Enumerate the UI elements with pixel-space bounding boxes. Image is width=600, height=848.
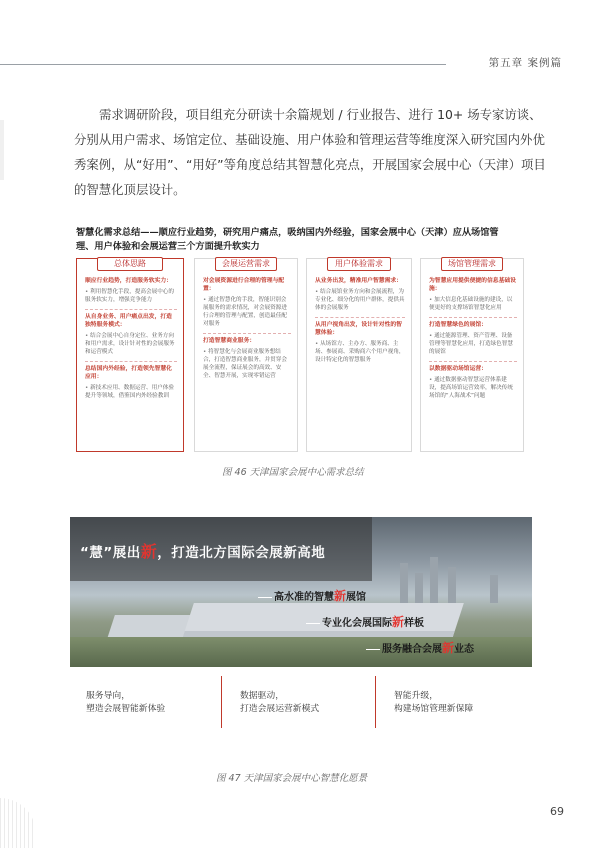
tag-highlight: 新 bbox=[334, 589, 347, 603]
column-body bbox=[315, 277, 405, 369]
tag-text: 业态 bbox=[454, 644, 475, 655]
page-number: 69 bbox=[550, 805, 564, 818]
column-overall-approach bbox=[76, 258, 184, 452]
block-item: • 通过智慧化的手段，智能识别会展服务的需求情况，对会展资源进行合理的管理与配置，创造最佳配对服务 bbox=[203, 296, 291, 328]
figure-46-caption: 图 46 天津国家会展中心需求总结 bbox=[222, 467, 364, 478]
slogan-highlight: 新 bbox=[140, 542, 158, 561]
block-heading: 对会展资源进行合理的管理与配置： bbox=[203, 278, 285, 292]
block-item: • 新技术应用、数据运营、用户体验提升等领域，借鉴国内外经验教训 bbox=[85, 384, 177, 400]
column-body bbox=[203, 277, 291, 385]
column-body bbox=[429, 277, 517, 405]
city-building bbox=[490, 575, 498, 603]
corner-decoration bbox=[0, 798, 36, 848]
block-item: • 加大信息化基础设施的建设，以便更好的支撑场馆智慧化应用 bbox=[429, 296, 517, 312]
block-heading: 顺应行业趋势，打造服务软实力： bbox=[85, 278, 172, 284]
tag-text: 样板 bbox=[404, 618, 425, 629]
vision-tag bbox=[306, 613, 424, 630]
chapter-header: 第五章 案例篇 bbox=[488, 57, 562, 69]
figure-46 bbox=[76, 226, 524, 454]
column-venue-management bbox=[420, 258, 524, 452]
tag-line bbox=[366, 649, 380, 650]
tag-highlight: 新 bbox=[392, 615, 405, 629]
column-exhibition-operation bbox=[194, 258, 298, 452]
figure-46-title: 智慧化需求总结——顺应行业趋势，研究用户痛点，吸纳国内外经验，国家会展中心（天津）应从场馆管理、用户体验和会展运营三个方面提升软实力 bbox=[76, 227, 499, 252]
column-body bbox=[85, 277, 177, 405]
block-heading: 从自身业务、用户痛点出发，打造独特服务模式： bbox=[85, 314, 172, 328]
city-building bbox=[430, 557, 438, 603]
tag-line bbox=[306, 623, 320, 624]
pillar-line: 服务导向， bbox=[86, 691, 130, 701]
figure-47-caption: 图 47 天津国家会展中心智慧化愿景 bbox=[216, 773, 368, 784]
city-building bbox=[415, 573, 423, 603]
tag-line bbox=[258, 597, 272, 598]
block-heading: 从业务出发，精准用户智慧需求： bbox=[315, 278, 402, 284]
vision-tag bbox=[258, 587, 366, 604]
divider bbox=[429, 361, 517, 362]
column-user-experience bbox=[306, 258, 412, 452]
pillar-line: 智能升级， bbox=[394, 691, 438, 701]
pillar-line: 数据驱动， bbox=[240, 691, 284, 701]
tag-highlight: 新 bbox=[442, 641, 455, 655]
left-edge-decoration bbox=[0, 120, 4, 180]
column-head: 会展运营需求 bbox=[215, 257, 277, 271]
pillar-divider bbox=[221, 676, 222, 728]
block-item: • 结合展馆业务方向和会展流程，为专业化、细分化的用户群体，提供具体的会展服务 bbox=[315, 288, 405, 312]
body-paragraph bbox=[74, 102, 552, 202]
block-heading: 总结国内外经验，打造领先智慧化应用： bbox=[85, 366, 172, 380]
block-heading: 为智慧应用提供便捷的信息基础设施： bbox=[429, 278, 516, 292]
divider bbox=[429, 317, 517, 318]
body-paragraph-text: 需求调研阶段，项目组充分研读十余篇规划 / 行业报告、进行 10+ 场专家访谈、分别从用户需求、场馆定位、基础设施、用户体验和管理运营等维度深入研究国内外优秀案例，从“好用”、“用好”等角度总结其智慧化亮点，开展国家会展中心（天津）项目的智慧化顶层设计。 bbox=[74, 107, 546, 197]
tag-text: 服务融合会展 bbox=[382, 644, 442, 655]
block-item: • 利用智慧化手段，提高会展中心的服务软实力，增强竞争能力 bbox=[85, 288, 177, 304]
city-building bbox=[448, 567, 456, 603]
city-building bbox=[400, 563, 408, 603]
pillar-line: 打造会展运营新模式 bbox=[240, 704, 320, 714]
divider bbox=[85, 309, 177, 310]
block-heading: 从用户视角出发，设计针对性的智慧体验： bbox=[315, 322, 402, 336]
divider bbox=[203, 333, 291, 334]
tag-text: 专业化会展国际 bbox=[322, 618, 392, 629]
block-item: • 将智慧化与会展商业服务想结合，打造智慧商业服务，并贯穿会展全流程，保证展会的高效、安全、智慧开展，实现零错运营 bbox=[203, 348, 291, 380]
block-heading: 打造智慧商业服务： bbox=[203, 338, 256, 344]
column-head: 场馆管理需求 bbox=[441, 257, 503, 271]
vision-slogan bbox=[80, 539, 325, 562]
block-item: • 通过数据驱动智慧运营体系建设，提高场馆运营效率，解决传统场馆的“人海战术”问题 bbox=[429, 376, 517, 400]
pillar-line: 塑造会展智能新体验 bbox=[86, 704, 166, 714]
block-heading: 打造智慧绿色的展馆： bbox=[429, 322, 487, 328]
pillar-line: 构建场馆管理新保障 bbox=[394, 704, 474, 714]
divider bbox=[85, 361, 177, 362]
requirement-columns bbox=[76, 258, 524, 454]
vision-pillar bbox=[394, 690, 473, 716]
tag-text: 展馆 bbox=[346, 592, 367, 603]
figure-47-image bbox=[70, 517, 532, 667]
tag-text: 高水准的智慧 bbox=[274, 592, 334, 603]
column-head: 用户体验需求 bbox=[327, 257, 391, 271]
divider bbox=[315, 317, 405, 318]
vision-pillar bbox=[240, 690, 319, 716]
vision-tag bbox=[366, 639, 474, 656]
header-rule bbox=[0, 64, 446, 65]
slogan-part: ，打造北方国际会展新高地 bbox=[157, 545, 326, 561]
block-heading: 以数据驱动场馆运营： bbox=[429, 366, 487, 372]
block-item: • 从场馆方、主办方、服务商、主场、参展商、采购商六个用户视角，设计特定化的智慧服务 bbox=[315, 340, 405, 364]
column-head: 总体思路 bbox=[97, 257, 163, 271]
block-item: • 通过能源管理、资产管理、设备管理等智慧化应用，打造绿色智慧的展馆 bbox=[429, 332, 517, 356]
vision-pillar bbox=[86, 690, 165, 716]
block-item: • 结合会展中心自身定位、业务方向和用户需求，设计针对性的会展服务和运营模式 bbox=[85, 332, 177, 356]
slogan-part: “慧”展出 bbox=[80, 545, 141, 561]
pillar-divider bbox=[375, 676, 376, 728]
